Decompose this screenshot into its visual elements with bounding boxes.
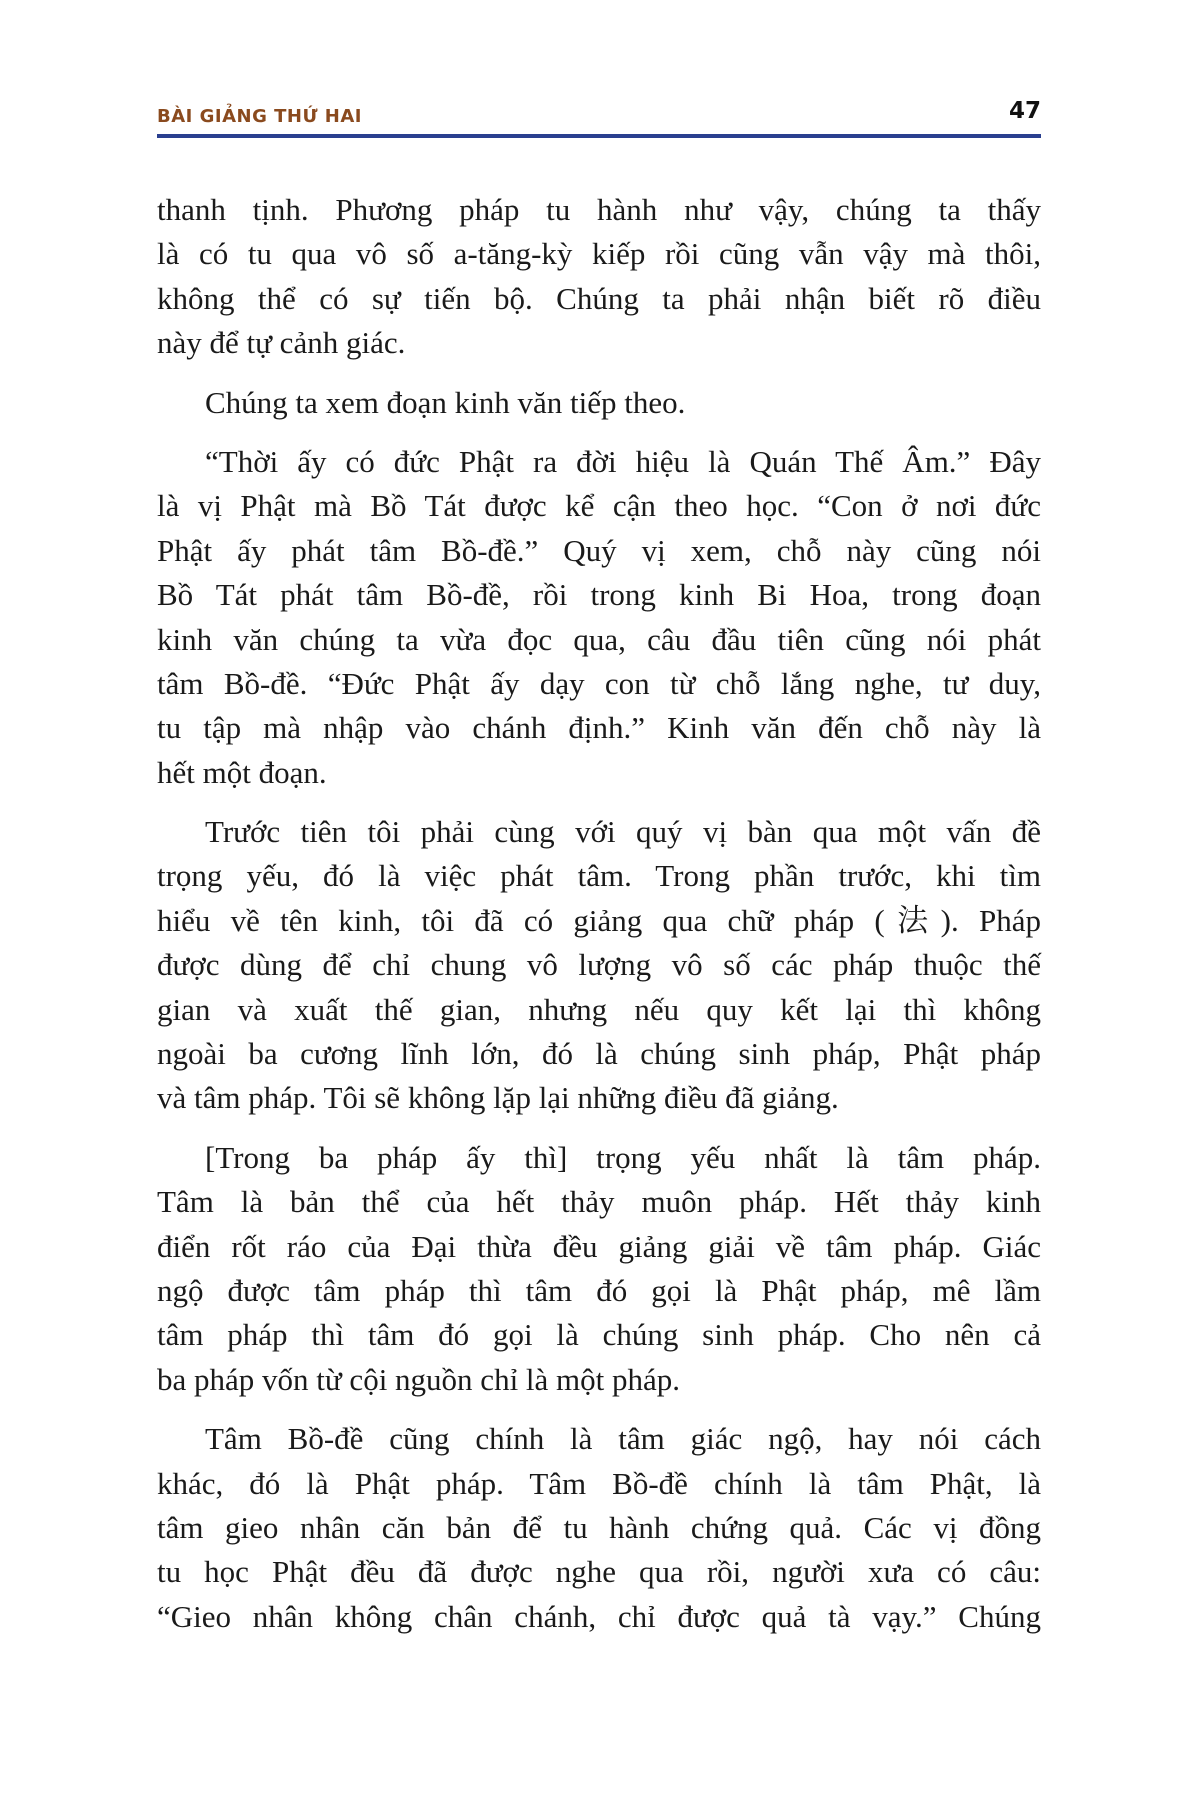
text-line: tâm gieo nhân căn bản để tu hành chứng quả. Các vị đồng (157, 1509, 1041, 1545)
text-line: trọng yếu, đó là việc phát tâm. Trong phần trước, khi tìm (157, 858, 1041, 894)
text-line: ngộ được tâm pháp thì tâm đó gọi là Phật pháp, mê lầm (157, 1272, 1041, 1308)
text-line: gian và xuất thế gian, nhưng nếu quy kết lại thì không (157, 991, 1041, 1027)
text-line: tu tập mà nhập vào chánh định.” Kinh văn đến chỗ này là (157, 710, 1041, 746)
running-title: BÀI GIẢNG THỨ HAI (157, 106, 362, 127)
paragraph (157, 381, 1041, 425)
paragraph (157, 810, 1041, 1121)
text-line: điển rốt ráo của Đại thừa đều giảng giải về tâm pháp. Giác (157, 1228, 1041, 1264)
text-line: Phật ấy phát tâm Bồ-đề.” Quý vị xem, chỗ này cũng nói (157, 532, 1041, 568)
page-number: 47 (1008, 98, 1041, 124)
paragraph (157, 1417, 1041, 1639)
page-header (157, 98, 1041, 138)
text-line: “Gieo nhân không chân chánh, chỉ được quả tà vạy.” Chúng (157, 1598, 1041, 1634)
text-line: tâm pháp thì tâm đó gọi là chúng sinh pháp. Cho nên cả (157, 1317, 1041, 1353)
text-line: tu học Phật đều đã được nghe qua rồi, người xưa có câu: (157, 1554, 1041, 1590)
text-line: kinh văn chúng ta vừa đọc qua, câu đầu tiên cũng nói phát (157, 621, 1041, 657)
text-line: không thể có sự tiến bộ. Chúng ta phải nhận biết rõ điều (157, 280, 1041, 316)
text-line: hết một đoạn. (157, 754, 327, 790)
text-line: Tâm Bồ-đề cũng chính là tâm giác ngộ, hay nói cách (205, 1421, 1041, 1457)
text-line: khác, đó là Phật pháp. Tâm Bồ-đề chính là tâm Phật, là (157, 1465, 1041, 1501)
body-text (157, 188, 1041, 1654)
text-line: ba pháp vốn từ cội nguồn chỉ là một pháp. (157, 1361, 681, 1397)
text-line: này để tự cảnh giác. (157, 325, 406, 361)
text-line: Tâm là bản thể của hết thảy muôn pháp. Hết thảy kinh (157, 1184, 1041, 1220)
text-line: “Thời ấy có đức Phật ra đời hiệu là Quán Thế Âm.” Đây (205, 443, 1041, 479)
text-line: Bồ Tát phát tâm Bồ-đề, rồi trong kinh Bi Hoa, trong đoạn (157, 577, 1041, 613)
text-line: được dùng để chỉ chung vô lượng vô số các pháp thuộc thế (157, 947, 1041, 983)
text-line: [Trong ba pháp ấy thì] trọng yếu nhất là tâm pháp. (205, 1139, 1041, 1175)
paragraph (157, 188, 1041, 366)
text-line: là có tu qua vô số a-tăng-kỳ kiếp rồi cũng vẫn vậy mà thôi, (157, 236, 1041, 272)
text-line: và tâm pháp. Tôi sẽ không lặp lại những điều đã giảng. (157, 1080, 839, 1116)
text-line: ngoài ba cương lĩnh lớn, đó là chúng sinh pháp, Phật pháp (157, 1036, 1041, 1072)
text-line: thanh tịnh. Phương pháp tu hành như vậy, chúng ta thấy (157, 192, 1041, 227)
text-line: tâm Bồ-đề. “Đức Phật ấy dạy con từ chỗ lắng nghe, tư duy, (157, 665, 1041, 701)
text-line: hiểu về tên kinh, tôi đã có giảng qua chữ pháp (法). Pháp (157, 902, 1041, 938)
paragraph (157, 1136, 1041, 1402)
text-line: là vị Phật mà Bồ Tát được kể cận theo học. “Con ở nơi đức (157, 488, 1041, 524)
text-line: Chúng ta xem đoạn kinh văn tiếp theo. (205, 384, 686, 420)
text-line: Trước tiên tôi phải cùng với quý vị bàn qua một vấn đề (205, 814, 1041, 850)
paragraph (157, 440, 1041, 795)
